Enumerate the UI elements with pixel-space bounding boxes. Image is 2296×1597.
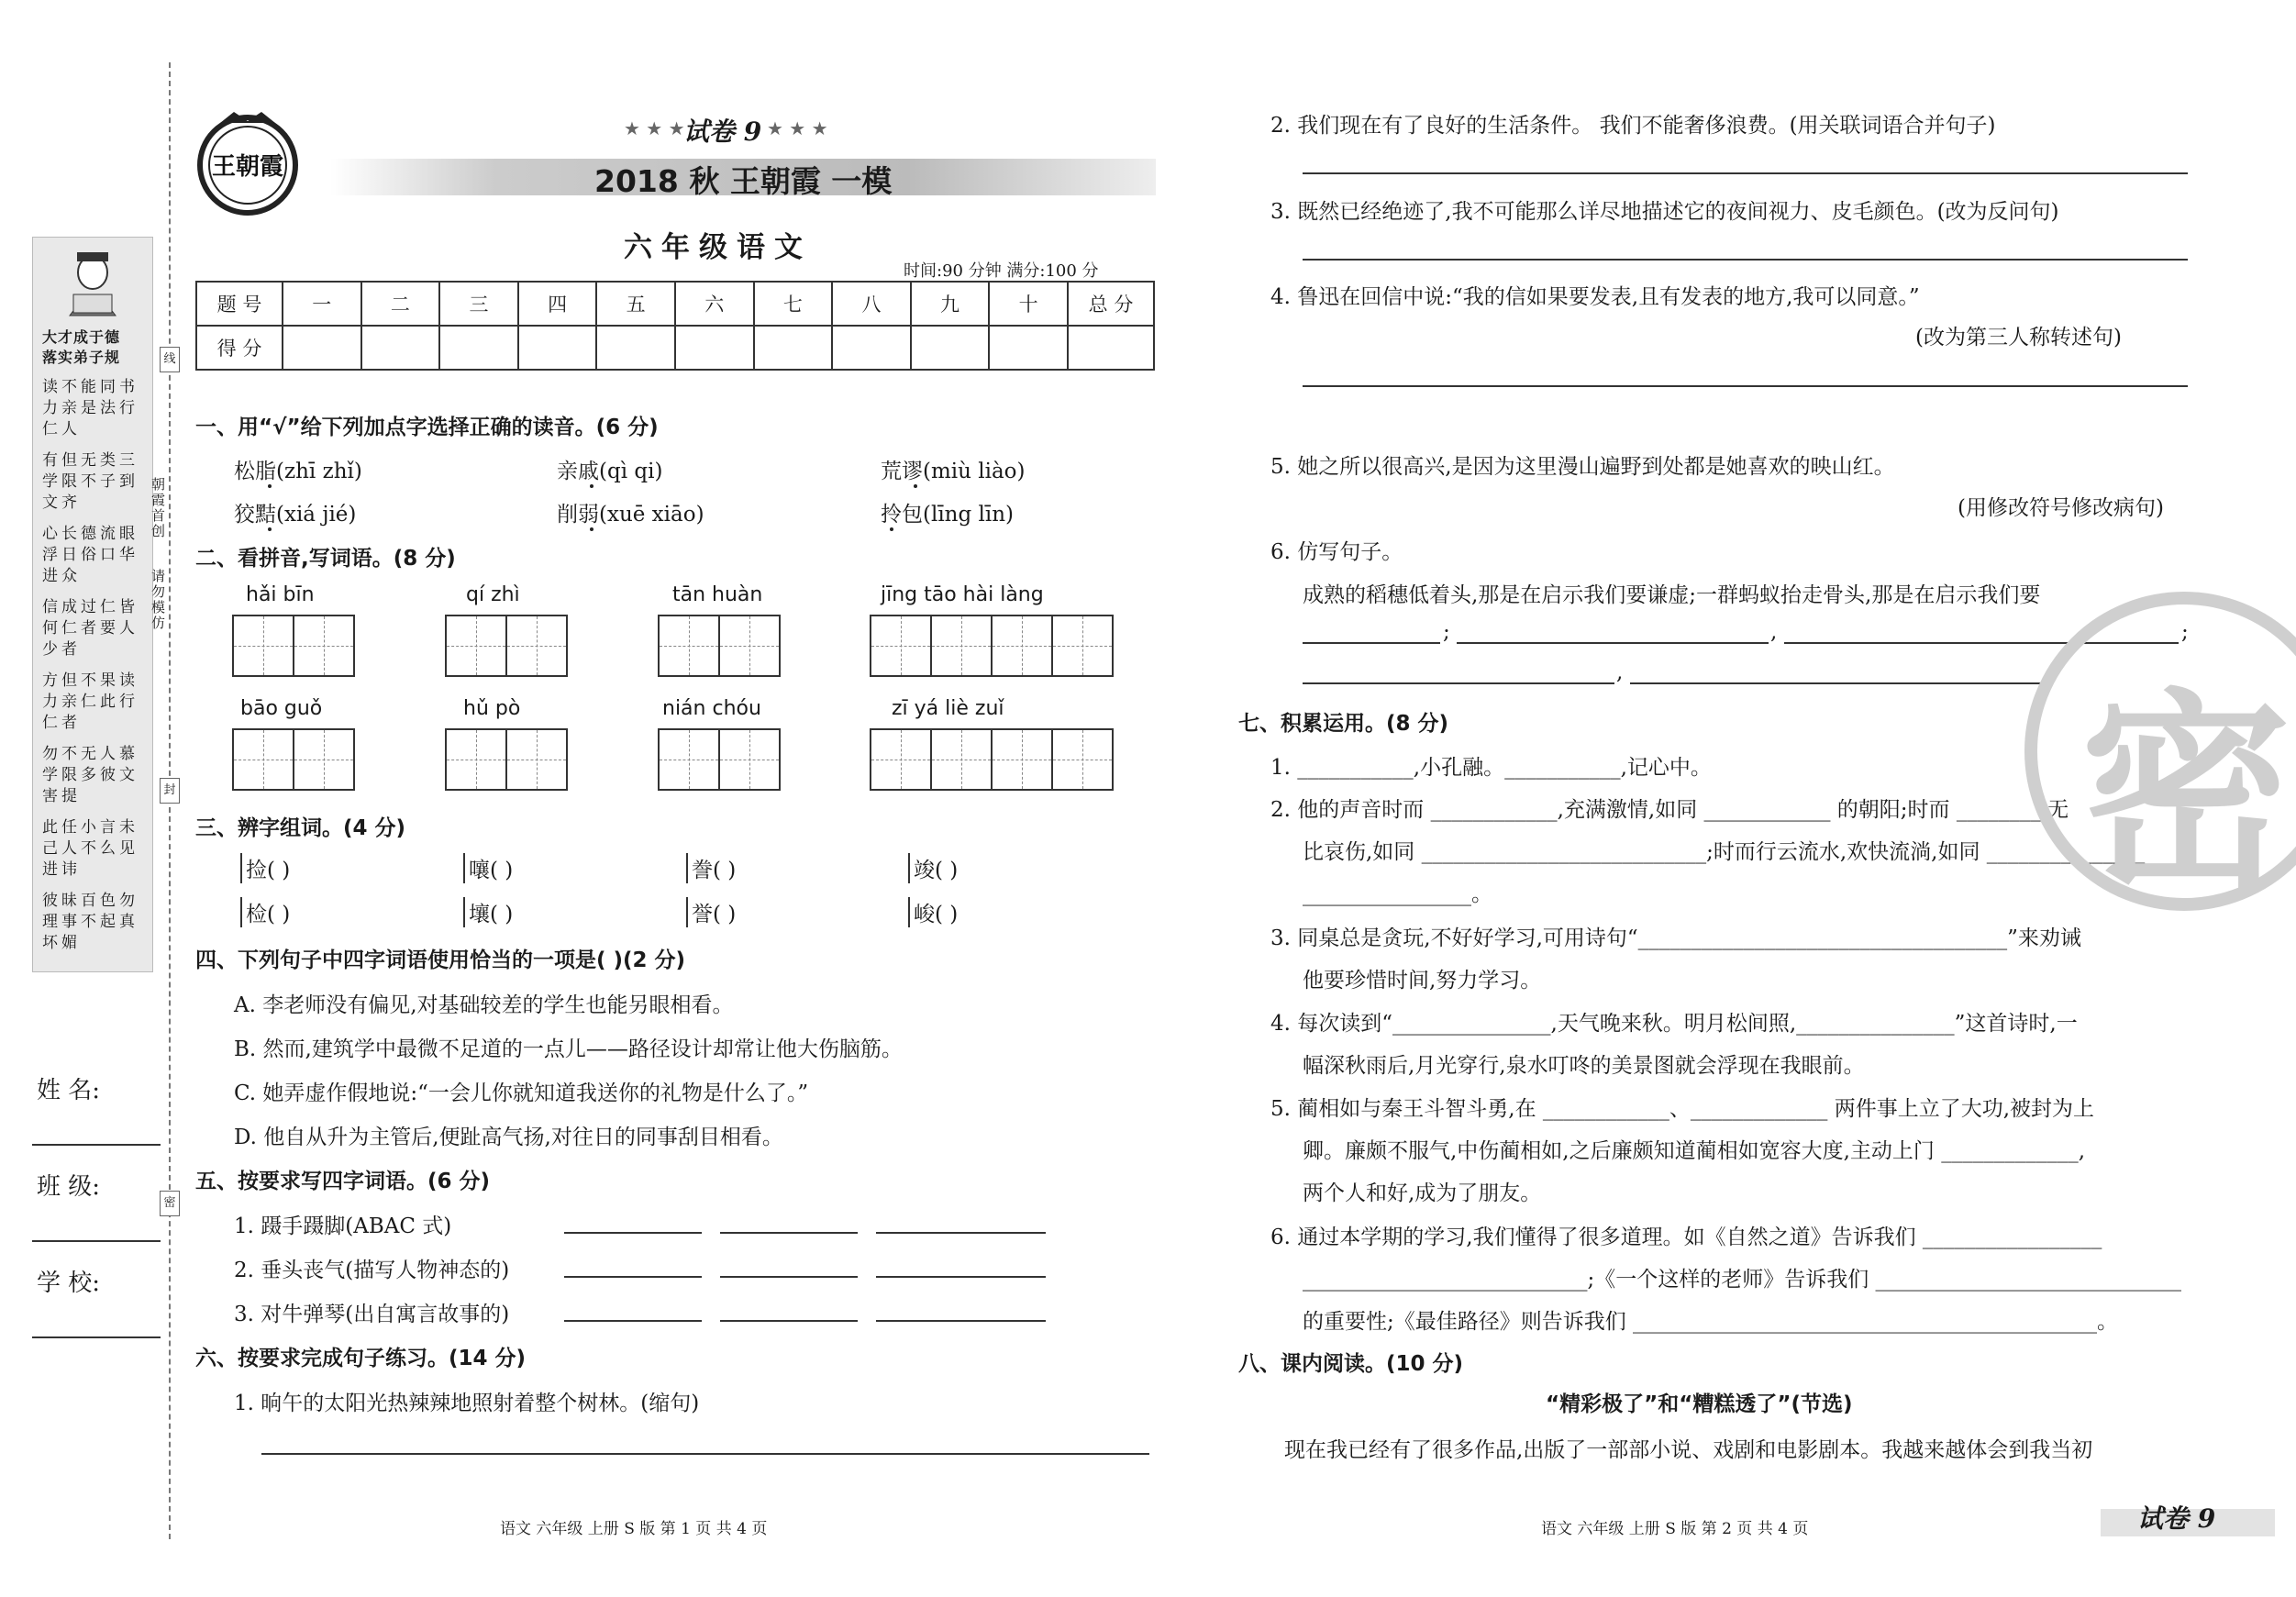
writing-grid[interactable] (445, 615, 566, 677)
motto-1: 大才成于德 (42, 328, 121, 346)
answer-line[interactable] (720, 1320, 858, 1322)
pinyin-choice-item[interactable]: 荒谬(miù liào) (881, 460, 1026, 483)
answer-line[interactable] (876, 1276, 1046, 1278)
answer-line[interactable] (1303, 682, 1614, 684)
answer-line[interactable] (564, 1320, 702, 1322)
fill-blank-line[interactable]: 比哀伤,如同 ___________________________;时而行云流水,欢快流淌,如同 _______________ (1303, 840, 2146, 864)
section-1-title: 一、用“√”给下列加点字选择正确的读音。(6 分) (195, 416, 659, 439)
score-header-cell: 六 (675, 282, 754, 326)
pinyin-choice-item[interactable]: 狡黠(xiá jié) (234, 503, 357, 527)
section-2-title: 二、看拼音,写词语。(8 分) (195, 547, 456, 571)
score-header-cell: 总 分 (1068, 282, 1154, 326)
fill-blank-line[interactable]: ________________。 (1303, 882, 1492, 906)
score-header-cell: 八 (832, 282, 911, 326)
class-input-line[interactable] (32, 1240, 161, 1242)
writing-grid[interactable] (445, 728, 566, 791)
fill-blank-line[interactable]: 卿。廉颇不服气,中伤蔺相如,之后廉颇知道蔺相如宽容大度,主动上门 _____________, (1303, 1139, 2086, 1163)
footer-left: 语文 六年级 上册 S 版 第 1 页 共 4 页 (500, 1520, 768, 1538)
star-decoration: ★ ★ ★ (624, 117, 685, 139)
couplet: 信成过仁皆何仁者要人少者 (42, 598, 139, 659)
score-header-cell: 四 (518, 282, 597, 326)
couplet: 勿不无人慕学限多彼文害提 (42, 745, 139, 805)
pinyin-label: tān huàn (672, 583, 763, 606)
answer-line[interactable] (261, 1453, 1149, 1455)
pinyin-label: hǔ pò (463, 697, 521, 720)
name-label: 姓 名: (37, 1077, 101, 1104)
fill-blank-line[interactable]: 3. 同桌总是贪玩,不好好学习,可用诗句“___________________________________”来劝诫 (1270, 926, 2081, 950)
answer-line[interactable] (720, 1232, 858, 1234)
writing-grid[interactable] (658, 728, 779, 791)
fill-blank-line: 两个人和好,成为了朋友。 (1303, 1181, 1542, 1205)
school-input-line[interactable] (32, 1336, 161, 1338)
pinyin-label: zī yá liè zuǐ (892, 697, 1004, 720)
punctuation: ; (1443, 620, 1450, 644)
word-pair-item[interactable]: 峻( ) (908, 897, 958, 927)
table-row (196, 282, 1154, 326)
sentence-task: 3. 既然已经绝迹了,我不可能那么详尽地描述它的夜间视力、皮毛颜色。(改为反问句) (1270, 200, 2059, 224)
writing-grid[interactable] (232, 728, 353, 791)
section-8-title: 八、课内阅读。(10 分) (1238, 1352, 1464, 1376)
score-table (195, 281, 1155, 371)
scholar-illustration (61, 247, 125, 320)
pinyin-choice-item[interactable]: 削弱(xuē xiāo) (557, 503, 704, 527)
couplet: 方但不果读力亲仁此行仁者 (42, 671, 139, 732)
score-input-cell[interactable] (911, 326, 990, 370)
punctuation: , (1616, 660, 1624, 684)
couplet: 彼昧百色勿理事不起真坏媚 (42, 892, 139, 952)
star-decoration: ★ ★ ★ (767, 117, 828, 139)
seal-secret-badge: 密 (160, 1191, 180, 1216)
name-input-line[interactable] (32, 1144, 161, 1146)
vertical-note-2: 请勿模仿 (150, 569, 166, 631)
section-6-title: 六、按要求完成句子练习。(14 分) (195, 1347, 527, 1370)
seal-seal-badge: 封 (160, 778, 180, 804)
imitation-prompt: 成熟的稻穗低着头,那是在启示我们要谦虚;一群蚂蚁抬走骨头,那是在启示我们要 (1303, 583, 2041, 607)
fill-blank-line[interactable]: 1. ___________,小孔融。___________,记心中。 (1270, 756, 1712, 780)
answer-line[interactable] (1630, 682, 2043, 684)
punctuation: 。 (2044, 666, 2065, 690)
pinyin-label: qí zhì (466, 583, 520, 606)
section-3-title: 三、辨字组词。(4 分) (195, 816, 406, 840)
answer-line[interactable] (1303, 385, 2188, 387)
sentence-task: 5. 她之所以很高兴,是因为这里漫山遍野到处都是她喜欢的映山红。 (1270, 455, 1895, 479)
vertical-note-1: 朝霞首创 (150, 477, 166, 539)
footer-right: 语文 六年级 上册 S 版 第 2 页 共 4 页 (1541, 1520, 1809, 1538)
score-input-cell[interactable] (283, 326, 361, 370)
fill-blank-line[interactable]: 6. 通过本学期的学习,我们懂得了很多道理。如《自然之道》告诉我们 _________________ (1270, 1225, 2102, 1249)
score-input-cell[interactable] (439, 326, 518, 370)
word-pair-item[interactable]: 誊( ) (686, 853, 736, 883)
sentence-task: 2. 我们现在有了良好的生活条件。 我们不能奢侈浪费。(用关联词语合并句子) (1270, 114, 1996, 138)
sentence-task-note: (改为第三人称转述句) (1915, 326, 2122, 349)
table-row (196, 326, 1154, 370)
word-pair-item[interactable]: 壤( ) (463, 897, 513, 927)
writing-grid[interactable] (870, 728, 1112, 791)
watermark-seal: 密 (2080, 670, 2292, 917)
fill-blank-line[interactable]: 的重要性;《最佳路径》则告诉我们 ____________________________________________。 (1303, 1310, 2119, 1334)
reading-paragraph: 现在我已经有了很多作品,出版了一部部小说、戏剧和电影剧本。我越来越体会到我当初 (1284, 1438, 2093, 1462)
score-header-cell: 十 (989, 282, 1068, 326)
score-input-cell[interactable] (832, 326, 911, 370)
pinyin-choice-item[interactable]: 拎包(līng līn) (881, 503, 1015, 527)
pinyin-label: hǎi bīn (246, 583, 315, 606)
motto-2: 落实弟子规 (42, 349, 121, 366)
writing-grid[interactable] (658, 615, 779, 677)
sentence-task: 6. 仿写句子。 (1270, 540, 1403, 564)
word-pair-item[interactable]: 誉( ) (686, 897, 736, 927)
sentence-task: 1. 晌午的太阳光热辣辣地照射着整个树林。(缩句) (234, 1392, 700, 1415)
fill-blank-line[interactable]: 4. 每次读到“_______________,天气晚来秋。明月松间照,_______________”这首诗时,一 (1270, 1012, 2078, 1036)
section-7-title: 七、积累运用。(8 分) (1238, 712, 1449, 736)
couplet: 读不能同书力亲是法行仁人 (42, 378, 139, 438)
pinyin-label: jīng tāo hài làng (881, 583, 1044, 606)
fill-blank-line: 幅深秋雨后,月光穿行,泉水叮咚的美景图就会浮现在我眼前。 (1303, 1054, 1865, 1078)
word-pair-item[interactable]: 嚷( ) (463, 853, 513, 883)
score-input-cell[interactable] (518, 326, 597, 370)
answer-line[interactable] (1457, 642, 1769, 644)
grade-subject: 六年级语文 (624, 231, 812, 264)
score-input-cell[interactable] (675, 326, 754, 370)
school-label: 学 校: (37, 1270, 101, 1297)
sidebar-panel (32, 237, 153, 972)
answer-line[interactable] (1303, 642, 1440, 644)
fill-blank-line[interactable]: ___________________________;《一个这样的老师》告诉我们 _____________________________ (1303, 1268, 2182, 1292)
score-header-cell: 五 (596, 282, 675, 326)
writing-grid[interactable] (232, 615, 353, 677)
time-info: 时间:90 分钟 满分:100 分 (904, 261, 1099, 281)
score-input-cell[interactable] (1068, 326, 1154, 370)
couplet: 心长德流眼浮日俗口华进众 (42, 525, 139, 585)
fill-blank-line[interactable]: 2. 他的声音时而 ____________,充满激情,如同 ____________ 的朝阳;时而 ________,无 (1270, 798, 2069, 822)
word-pair-item[interactable]: 检( ) (240, 897, 290, 927)
word-pair-item[interactable]: 捡( ) (240, 853, 290, 883)
score-header-cell: 二 (361, 282, 440, 326)
couplet: 此任小言未己人不么见进讳 (42, 818, 139, 879)
score-input-cell[interactable] (596, 326, 675, 370)
score-header-cell: 七 (754, 282, 833, 326)
fill-blank-line[interactable]: 5. 蔺相如与秦王斗智斗勇,在 ____________、_____________ 两件事上立了大功,被封为上 (1270, 1097, 2094, 1121)
answer-line[interactable] (1303, 259, 2188, 261)
brand-logo-text: 王朝霞 (211, 153, 284, 181)
answer-line[interactable] (720, 1276, 858, 1278)
pinyin-choice-item[interactable]: 松脂(zhī zhǐ) (234, 460, 362, 483)
answer-line[interactable] (564, 1232, 702, 1234)
idiom-task: 1. 蹑手蹑脚(ABAC 式) (234, 1214, 452, 1238)
punctuation: ; (2181, 620, 2189, 644)
section-4-title: 四、下列句子中四字词语使用恰当的一项是( )(2 分) (195, 948, 686, 972)
exam-badge: 试卷 9 (2137, 1503, 2216, 1534)
sentence-task-note: (用修改符号修改病句) (1958, 496, 2164, 520)
score-input-cell[interactable] (361, 326, 440, 370)
choice-option-a[interactable]: A. 李老师没有偏见,对基础较差的学生也能另眼相看。 (234, 993, 734, 1017)
reading-title: “精彩极了”和“糟糕透了”(节选) (1546, 1392, 1853, 1416)
pinyin-label: bāo guǒ (240, 697, 323, 720)
choice-option-d[interactable]: D. 他自从升为主管后,便趾高气扬,对往日的同事刮目相看。 (234, 1126, 783, 1149)
answer-line[interactable] (876, 1320, 1046, 1322)
pinyin-label: nián chóu (662, 697, 761, 720)
answer-line[interactable] (564, 1276, 702, 1278)
brand-logo (193, 108, 303, 218)
score-input-cell[interactable] (754, 326, 833, 370)
punctuation: , (1770, 620, 1778, 644)
class-label: 班 级: (37, 1173, 101, 1201)
score-header-cell: 题 号 (196, 282, 283, 326)
writing-grid[interactable] (870, 615, 1112, 677)
score-header-cell: 三 (439, 282, 518, 326)
exam-title: 2018 秋 王朝霞 一模 (594, 163, 893, 199)
choice-option-b[interactable]: B. 然而,建筑学中最微不足道的一点儿——路径设计却常让他大伤脑筋。 (234, 1037, 903, 1061)
section-5-title: 五、按要求写四字词语。(6 分) (195, 1170, 491, 1193)
word-pair-item[interactable]: 竣( ) (908, 853, 958, 883)
idiom-task: 2. 垂头丧气(描写人物神态的) (234, 1259, 510, 1282)
score-input-cell[interactable] (989, 326, 1068, 370)
score-header-cell: 九 (911, 282, 990, 326)
score-header-cell: 一 (283, 282, 361, 326)
idiom-task: 3. 对牛弹琴(出自寓言故事的) (234, 1303, 510, 1326)
answer-line[interactable] (1303, 172, 2188, 174)
couplet: 有但无类三学限不子到文齐 (42, 451, 139, 512)
sentence-task: 4. 鲁迅在回信中说:“我的信如果要发表,且有发表的地方,我可以同意。” (1270, 285, 1920, 309)
pinyin-choice-item[interactable]: 亲戚(qì qi) (557, 460, 663, 483)
answer-line[interactable] (876, 1232, 1046, 1234)
seal-line-badge: 线 (160, 347, 180, 372)
score-label-cell: 得 分 (196, 326, 283, 370)
choice-option-c[interactable]: C. 她弄虚作假地说:“一会儿你就知道我送你的礼物是什么了。” (234, 1081, 809, 1105)
exam-number: 试卷 9 (683, 116, 762, 147)
fill-blank-line: 他要珍惜时间,努力学习。 (1303, 969, 1542, 993)
